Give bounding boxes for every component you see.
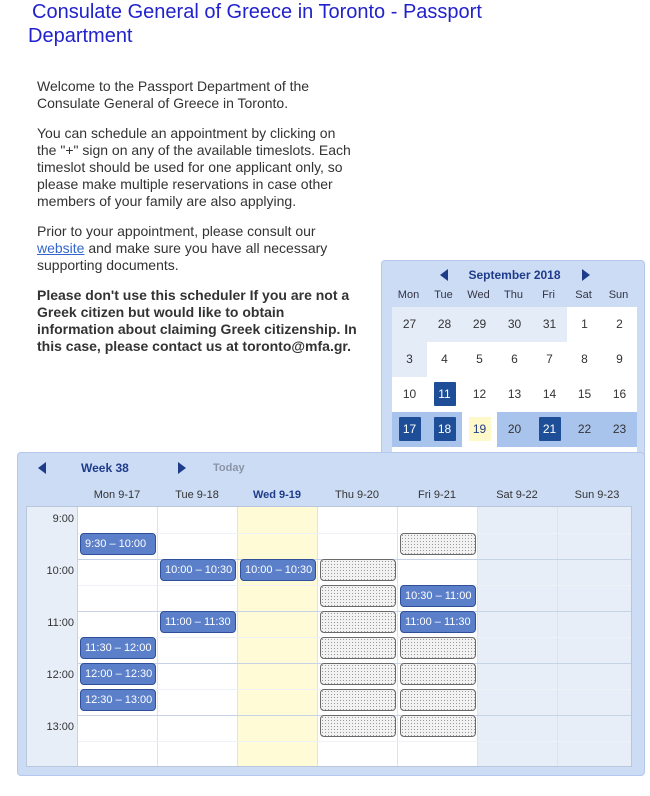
calendar-day-number: 15 (577, 387, 592, 401)
weekday-header: Tue (434, 289, 453, 301)
calendar-day[interactable] (602, 377, 637, 412)
calendar-day-number: 7 (546, 352, 553, 366)
calendar-day-number: 5 (476, 352, 483, 366)
calendar-day-number: 14 (542, 387, 557, 401)
unavailable-timeslot (400, 663, 476, 685)
time-column (27, 507, 78, 767)
day-header: Tue 9-18 (175, 489, 219, 501)
calendar-day-number: 3 (406, 352, 413, 366)
calendar-day-number: 21 (539, 417, 561, 441)
timeslot[interactable]: 11:00 – 11:30 (400, 611, 476, 633)
calendar-day[interactable] (462, 342, 497, 377)
day-header: Sat 9-22 (496, 489, 538, 501)
time-label: 9:00 (52, 513, 74, 525)
calendar-day[interactable] (532, 307, 567, 342)
timeslot[interactable]: 10:30 – 11:00 (400, 585, 476, 607)
weekday-header: Sun (608, 289, 629, 301)
calendar-day[interactable] (427, 377, 462, 412)
calendar-day-number: 17 (399, 417, 421, 441)
weekday-header: Thu (504, 289, 523, 301)
calendar-day[interactable] (427, 342, 462, 377)
calendar-day[interactable] (602, 342, 637, 377)
timeslot[interactable]: 11:30 – 12:00 (80, 637, 156, 659)
next-week-icon[interactable] (176, 461, 188, 475)
weekday-header: Sat (575, 289, 592, 301)
calendar-day[interactable] (427, 412, 462, 447)
today-button[interactable]: Today (213, 462, 245, 474)
previous-week-icon[interactable] (36, 461, 48, 475)
time-label: 11:00 (47, 617, 74, 629)
day-header: Sun 9-23 (574, 489, 620, 501)
unavailable-timeslot (320, 559, 396, 581)
calendar-day[interactable] (392, 377, 427, 412)
calendar-day[interactable] (497, 412, 532, 447)
calendar-day[interactable] (532, 412, 567, 447)
timeslot[interactable]: 11:00 – 11:30 (160, 611, 236, 633)
weekday-header: Fri (542, 289, 555, 301)
mini-calendar-title: September 2018 (468, 268, 561, 282)
calendar-day[interactable] (427, 307, 462, 342)
mini-calendar-header (382, 265, 646, 285)
calendar-day[interactable] (392, 307, 427, 342)
schedule-grid (26, 506, 632, 767)
intro-paragraph-warning: Please don't use this scheduler If you are not a Greek citizen but would like to obtain information about claiming Greek citizenship. In this case, please contact us at toronto@mfa.gr. (37, 287, 357, 354)
calendar-day-number: 11 (434, 382, 456, 406)
page-title-line-2: Department (28, 25, 133, 47)
calendar-day-number: 4 (441, 352, 448, 366)
intro-prior-before: Prior to your appointment, please consult our (37, 223, 316, 239)
calendar-day-number: 23 (612, 422, 627, 436)
day-header: Wed 9-19 (252, 489, 302, 501)
calendar-day-number: 9 (616, 352, 623, 366)
grid-line (78, 741, 632, 742)
page-title (28, 0, 628, 48)
calendar-day-number: 6 (511, 352, 518, 366)
calendar-day-number: 19 (469, 417, 491, 441)
calendar-day[interactable] (497, 342, 532, 377)
unavailable-timeslot (320, 585, 396, 607)
day-header: Mon 9-17 (93, 489, 141, 501)
weekday-header: Wed (467, 289, 490, 301)
mini-calendar (381, 260, 645, 478)
calendar-day[interactable] (497, 377, 532, 412)
calendar-day-number: 20 (507, 422, 522, 436)
unavailable-timeslot (320, 637, 396, 659)
calendar-day-number: 13 (507, 387, 522, 401)
page-title-line-1: Consulate General of Greece in Toronto - Passport (32, 1, 482, 23)
calendar-day[interactable] (602, 307, 637, 342)
intro-prior-after: and make sure you have all necessary supporting documents. (37, 240, 328, 273)
calendar-day-number: 12 (472, 387, 487, 401)
day-header: Thu 9-20 (334, 489, 380, 501)
timeslot[interactable]: 12:30 – 13:00 (80, 689, 156, 711)
next-month-icon[interactable] (580, 268, 592, 282)
unavailable-timeslot (320, 715, 396, 737)
calendar-day[interactable] (462, 412, 497, 447)
unavailable-timeslot (400, 715, 476, 737)
unavailable-timeslot (400, 689, 476, 711)
calendar-day[interactable] (462, 307, 497, 342)
weekday-header: Mon (397, 289, 420, 301)
intro-paragraph-welcome: Welcome to the Passport Department of the Consulate General of Greece in Toronto. (37, 78, 310, 111)
timeslot[interactable]: 10:00 – 10:30 (240, 559, 316, 581)
calendar-day-number: 10 (402, 387, 417, 401)
calendar-day-number: 2 (616, 317, 623, 331)
week-scheduler (17, 452, 645, 776)
calendar-day-number: 31 (542, 317, 557, 331)
grid-line (78, 533, 632, 534)
unavailable-timeslot (320, 663, 396, 685)
unavailable-timeslot (400, 533, 476, 555)
unavailable-timeslot (320, 689, 396, 711)
intro-paragraph-instructions: You can schedule an appointment by clicking on the "+" sign on any of the available timeslots. Each timeslot should be used for one applicant only, so please make multiple reservations in case other members of your family are also applying. (37, 125, 351, 209)
calendar-day[interactable] (567, 342, 602, 377)
intro-paragraph-prior (37, 223, 357, 274)
calendar-day[interactable] (497, 307, 532, 342)
time-label: 10:00 (46, 565, 74, 577)
calendar-day-number: 22 (577, 422, 592, 436)
time-label: 12:00 (46, 669, 74, 681)
unavailable-timeslot (400, 637, 476, 659)
calendar-day-number: 1 (581, 317, 588, 331)
intro-text (37, 78, 357, 368)
day-header: Fri 9-21 (418, 489, 456, 501)
calendar-day-number: 8 (581, 352, 588, 366)
calendar-day[interactable] (567, 412, 602, 447)
calendar-day[interactable] (532, 377, 567, 412)
calendar-day[interactable] (462, 377, 497, 412)
calendar-day-number: 27 (402, 317, 417, 331)
calendar-day[interactable] (532, 342, 567, 377)
unavailable-timeslot (320, 611, 396, 633)
week-label: Week 38 (81, 461, 129, 475)
calendar-day-number: 29 (472, 317, 487, 331)
calendar-day[interactable] (602, 412, 637, 447)
calendar-day[interactable] (567, 307, 602, 342)
timeslot[interactable]: 12:00 – 12:30 (80, 663, 156, 685)
time-label: 13:00 (46, 721, 74, 733)
website-link[interactable]: website (37, 240, 85, 256)
calendar-day-number: 16 (612, 387, 627, 401)
calendar-day[interactable] (567, 377, 602, 412)
calendar-day-number: 18 (434, 417, 456, 441)
calendar-day-number: 30 (507, 317, 522, 331)
timeslot[interactable]: 9:30 – 10:00 (80, 533, 156, 555)
calendar-day-number: 28 (437, 317, 452, 331)
timeslot[interactable]: 10:00 – 10:30 (160, 559, 236, 581)
calendar-day[interactable] (392, 412, 427, 447)
previous-month-icon[interactable] (438, 268, 450, 282)
calendar-day[interactable] (392, 342, 427, 377)
